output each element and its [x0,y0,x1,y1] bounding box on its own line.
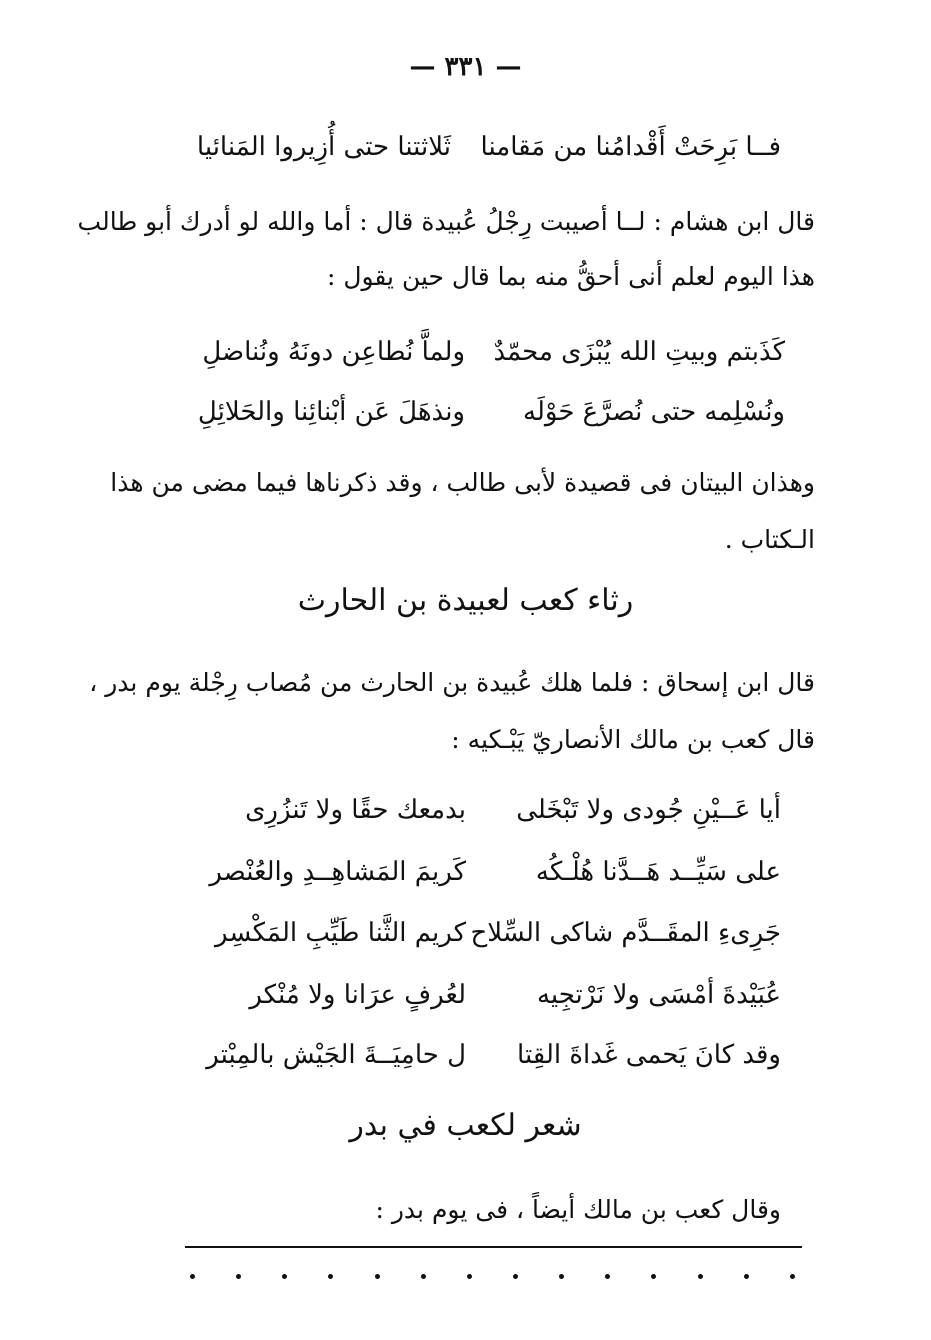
footer-dot [744,1274,749,1279]
verse-3e-second-hemistich: ل حامِيَــةَ الجَيْش بالمِبْتر [206,1040,466,1070]
verse-1-second-hemistich: ثَلاثتنا حتى أُزِيروا المَنائيا [196,132,451,162]
verse-3d-first-hemistich: عُبَيْدةَ أمْسَى ولا نَرْتجِيه [536,980,781,1010]
footer-rule [185,1246,802,1248]
paragraph-2-line-2: الـكتاب . [724,525,815,554]
footer-dot [236,1274,241,1279]
page-number: — ٣٣١ — [409,52,522,82]
footer-dot-leader [190,1266,795,1286]
footer-dot [698,1274,703,1279]
footer-dot [328,1274,333,1279]
verse-3b-first-hemistich: على سَيِّــد هَــدَّنا هُلْـكُه [535,857,781,887]
verse-3d-second-hemistich: لعُرفٍ عرَانا ولا مُنْكر [249,980,466,1010]
section-heading-kaab-elegy: رثاء كعب لعبيدة بن الحارث [297,583,634,618]
footer-dot [282,1274,287,1279]
paragraph-2-line-1: وهذان البيتان فى قصيدة لأبى طالب ، وقد ذكرناها فيما مضى من هذا [110,468,815,497]
footer-dot [790,1274,795,1279]
verse-3b-second-hemistich: كَريمَ المَشاهِــدِ والعُنْصر [209,857,466,887]
paragraph-1-line-1: قال ابن هشام : لــا أصيبت رِجْلُ عُبيدة قال : أما والله لو أدرك أبو طالب [77,207,815,236]
footer-dot [467,1274,472,1279]
verse-3c-second-hemistich: كريم الثَّنا طَيِّبِ المَكْسِر [215,918,466,948]
paragraph-3-line-2: قال كعب بن مالك الأنصاريّ يَبْـكيه : [451,725,815,754]
verse-3a-second-hemistich: بدمعك حقًا ولا تَنزُرِى [245,795,466,825]
verse-1-first-hemistich: فــا بَرِحَتْ أَقْدامُنا من مَقامنا [480,132,781,162]
verse-3e-first-hemistich: وقد كانَ يَحمى غَداةَ القِتا [517,1040,781,1070]
footer-dot [513,1274,518,1279]
paragraph-3-line-1: قال ابن إسحاق : فلما هلك عُبيدة بن الحارث من مُصاب رِجْلة يوم بدر ، [89,668,815,697]
paragraph-4-line-1: وقال كعب بن مالك أيضاً ، فى يوم بدر : [375,1195,781,1224]
verse-2b-first-hemistich: ونُسْلِمه حتى نُصرَّعَ حَوْلَه [523,397,785,427]
footer-dot [421,1274,426,1279]
verse-2a-second-hemistich: ولماَّ نُطاعِن دونَهُ ونُناضلِ [202,337,465,367]
footer-dot [651,1274,656,1279]
footer-dot [375,1274,380,1279]
verse-2b-second-hemistich: ونذهَلَ عَن أبْنائِنا والحَلائِلِ [197,397,465,427]
section-heading-kaab-badr-poem: شعر لكعب في بدر [349,1108,582,1143]
verse-2a-first-hemistich: كَذَبتم وبيتِ الله يُبْزَى محمّدٌ [493,337,785,367]
footer-dot [190,1274,195,1279]
footer-dot [559,1274,564,1279]
verse-3c-first-hemistich: جَرِىءِ المقَــدَّم شاكى السِّلاح [470,918,781,948]
paragraph-1-line-2: هذا اليوم لعلم أنى أحقُّ منه بما قال حين يقول : [326,262,815,291]
footer-dot [605,1274,610,1279]
verse-3a-first-hemistich: أيا عَــيْنِ جُودى ولا تَبْخَلى [516,795,781,825]
